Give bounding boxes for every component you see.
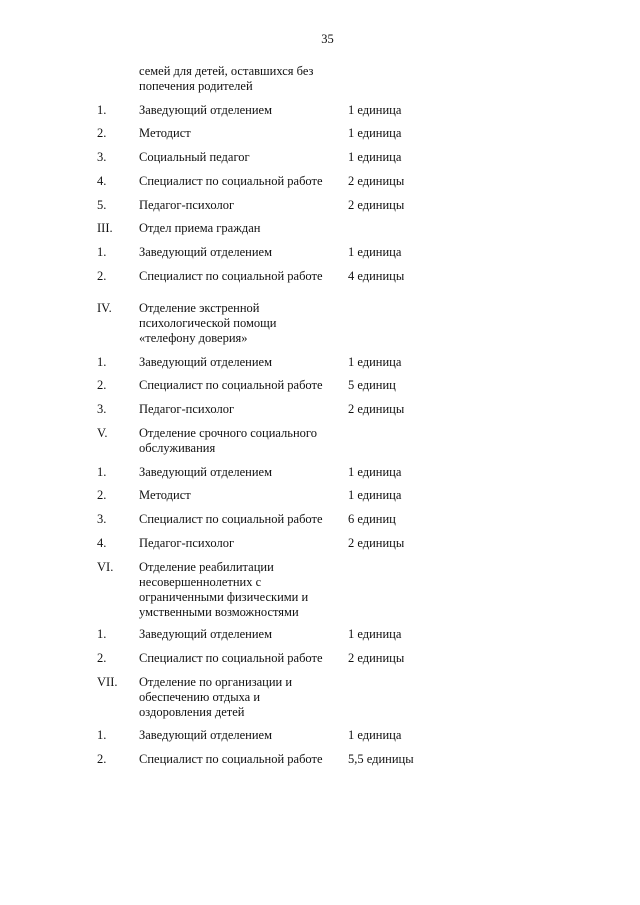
position-name: Методист [139,488,191,502]
position-quantity: 2 единицы [348,536,405,550]
position-name: Отделение по организации и [139,675,293,689]
row-number: VI. [97,560,114,574]
position-name: Отделение реабилитации [139,560,274,574]
position-name: Заведующий отделением [139,627,273,641]
position-quantity: 1 единица [348,126,402,140]
position-quantity: 5,5 единицы [348,752,414,766]
position-name: Заведующий отделением [139,728,273,742]
row-number: 3. [97,402,107,416]
position-name: обслуживания [139,441,216,455]
row-number: 1. [97,465,107,479]
row-number: 1. [97,103,107,117]
position-name: Специалист по социальной работе [139,752,323,766]
position-name: Специалист по социальной работе [139,174,323,188]
row-number: 2. [97,651,107,665]
row-number: 2. [97,378,107,392]
row-number: VII. [97,675,118,689]
position-quantity: 2 единицы [348,198,405,212]
position-name: Заведующий отделением [139,355,273,369]
row-number: 1. [97,627,107,641]
position-quantity: 1 единица [348,728,402,742]
position-name: умственными возможностями [139,605,299,619]
position-name: психологической помощи [139,316,277,330]
page-number: 35 [321,32,334,46]
position-name: Отдел приема граждан [139,221,261,235]
row-number: IV. [97,301,112,315]
position-quantity: 1 единица [348,488,402,502]
position-name: Педагог-психолог [139,402,235,416]
row-number: III. [97,221,113,235]
position-name: Специалист по социальной работе [139,651,323,665]
row-number: 2. [97,269,107,283]
position-quantity: 4 единицы [348,269,405,283]
position-name: Отделение срочного социального [139,426,317,440]
position-quantity: 1 единица [348,355,402,369]
position-name: обеспечению отдыха и [139,690,261,704]
position-quantity: 1 единица [348,245,402,259]
row-number: 4. [97,174,107,188]
position-quantity: 2 единицы [348,402,405,416]
row-number: 3. [97,512,107,526]
row-number: 1. [97,355,107,369]
position-name: Заведующий отделением [139,245,273,259]
row-number: 1. [97,245,107,259]
position-name: Специалист по социальной работе [139,378,323,392]
position-quantity: 1 единица [348,103,402,117]
position-quantity: 2 единицы [348,651,405,665]
position-name: несовершеннолетних с [139,575,262,589]
position-name: оздоровления детей [139,705,245,719]
row-number: 4. [97,536,107,550]
position-quantity: 1 единица [348,150,402,164]
position-name: Методист [139,126,191,140]
position-name: Заведующий отделением [139,465,273,479]
position-name: Педагог-психолог [139,536,235,550]
position-name: Социальный педагог [139,150,250,164]
position-quantity: 1 единица [348,465,402,479]
row-number: 2. [97,126,107,140]
row-number: 2. [97,752,107,766]
position-name: Педагог-психолог [139,198,235,212]
position-name: ограниченными физическими и [139,590,309,604]
position-name: Специалист по социальной работе [139,269,323,283]
position-name: Специалист по социальной работе [139,512,323,526]
row-number: 1. [97,728,107,742]
position-name: семей для детей, оставшихся без [139,64,314,78]
row-number: 3. [97,150,107,164]
position-name: Заведующий отделением [139,103,273,117]
position-quantity: 6 единиц [348,512,396,526]
position-name: попечения родителей [139,79,253,93]
row-number: 5. [97,198,107,212]
position-quantity: 5 единиц [348,378,396,392]
position-quantity: 1 единица [348,627,402,641]
row-number: 2. [97,488,107,502]
position-name: Отделение экстренной [139,301,260,315]
row-number: V. [97,426,108,440]
position-quantity: 2 единицы [348,174,405,188]
position-name: «телефону доверия» [139,331,248,345]
